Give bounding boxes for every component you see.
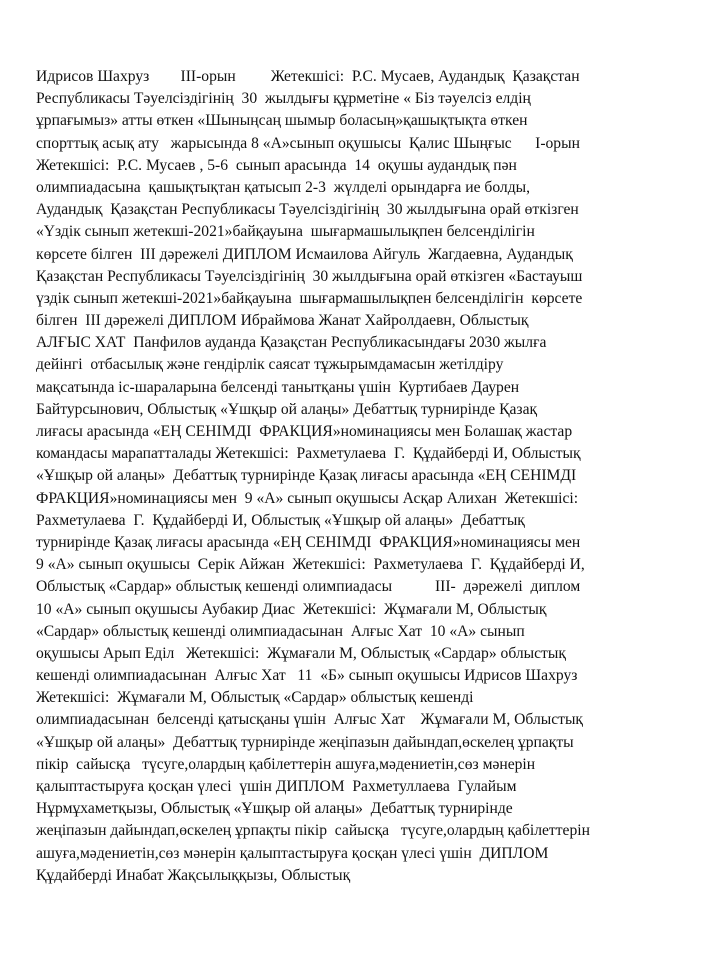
text-line: ФРАКЦИЯ»номинациясы мен 9 «А» сынып оқушысы Асқар Алихан Жетекшісі:: [36, 489, 579, 507]
text-line: Құдайберді Инабат Жақсылыққызы, Облыстық: [36, 866, 351, 884]
text-line: спорттық асық ату жарысында 8 «А»сынып оқушысы Қалис Шыңғыс I-орын: [36, 134, 580, 152]
text-line: Аудандық Қазақстан Республикасы Тәуелсіздігінің 30 жылдығына орай өткізген: [36, 201, 579, 219]
text-line: қалыптастыруға қосқан үлесі үшін ДИПЛОМ Рахметуллаева Гулайым: [36, 778, 517, 795]
body-text: [36, 66, 696, 887]
text-line: Облыстық «Сардар» облыстық кешенді олимпиадасы III- дәрежелі диплом: [36, 578, 581, 596]
text-line: жеңіпазын дайындап,өскелең ұрпақты пікір сайысқа түсуге,олардың қабілеттерін: [36, 822, 590, 840]
text-line: турнирінде Қазақ лиғасы арасында «ЕҢ СЕНІМДІ ФРАКЦИЯ»номинациясы мен: [36, 533, 581, 551]
text-line: Қазақстан Республикасы Тәуелсіздігінің 30 жылдығына орай өткізген «Бастауыш: [36, 267, 583, 285]
text-line: олимпиадасына қашықтықтан қатысып 2-3 жүлделі орындарға ие болды,: [36, 178, 531, 196]
text-line: кешенді олимпиадасынан Алғыс Хат 11 «Б» сынып оқушысы Идрисов Шахруз: [36, 667, 578, 685]
text-line: «Сардар» облыстық кешенді олимпиадасынан Алғыс Хат 10 «А» сынып: [36, 622, 525, 640]
text-line: оқушысы Арып Еділ Жетекшісі: Жұмағали М, Облыстық «Сардар» облыстық: [36, 644, 566, 662]
text-line: мақсатында іс-шараларына белсенді танытқаны үшін Куртибаев Даурен: [36, 378, 520, 396]
text-line: ұрпағымыз» атты өткен «Шыныңсаң шымыр боласың»қашықтықта өткен: [36, 112, 528, 130]
text-line: үздік сынып жетекші-2021»байқауына шығармашылықпен белсенділігін көрсете: [36, 289, 583, 307]
text-line: «Ұшқыр ой алаңы» Дебаттық турнирінде Қазақ лиғасы арасында «ЕҢ СЕНІМДІ: [36, 467, 577, 485]
text-line: көрсете білген III дәрежелі ДИПЛОМ Исмаилова Айгуль Жагдаевна, Аудандық: [36, 245, 573, 263]
text-line: 9 «А» сынып оқушысы Серік Айжан Жетекшісі: Рахметулаева Г. Құдайберді И,: [36, 556, 585, 574]
text-line: Жетекшісі: Р.С. Мусаев , 5-6 сынып арасында 14 оқушы аудандық пән: [36, 156, 517, 174]
text-line: олимпиадасынан белсенді қатысқаны үшін Алғыс Хат Жұмағали М, Облыстық: [36, 711, 584, 729]
text-line: Нұрмұхаметқызы, Облыстық «Ұшқыр ой алаңы» Дебаттық турнирінде: [36, 800, 513, 818]
text-line: ашуға,мәдениетін,сөз мәнерін қалыптастыруға қосқан үлесі үшін ДИПЛОМ: [36, 844, 549, 862]
text-line: Идрисов Шахруз III-орын Жетекшісі: Р.С. Мусаев, Аудандық Қазақстан: [36, 68, 580, 85]
text-line: командасы марапатталады Жетекшісі: Рахметулаева Г. Құдайберді И, Облыстық: [36, 445, 581, 463]
text-line: АЛҒЫС ХАТ Панфилов ауданда Қазақстан Республикасындағы 2030 жылға: [36, 334, 547, 352]
text-line: «Үздік сынып жетекші-2021»байқауына шығармашылықпен белсенділігін: [36, 223, 535, 241]
text-line: дейінгі отбасылық және гендірлік саясат тұжырымдамасын жетілдіру: [36, 356, 504, 374]
text-line: Рахметулаева Г. Құдайберді И, Облыстық «Ұшқыр ой алаңы» Дебаттық: [36, 511, 525, 529]
text-line: Байтурсынович, Облыстық «Ұшқыр ой алаңы» Дебаттық турнирінде Қазақ: [36, 400, 538, 418]
text-line: «Ұшқыр ой алаңы» Дебаттық турнирінде жеңіпазын дайындап,өскелең ұрпақты: [36, 733, 574, 751]
text-line: пікір сайысқа түсуге,олардың қабілеттерін ашуға,мәдениетін,сөз мәнерін: [36, 755, 536, 773]
text-line: білген III дәрежелі ДИПЛОМ Ибраймова Жанат Хайролдаевн, Облыстық: [36, 312, 529, 330]
text-line: Жетекшісі: Жұмағали М, Облыстық «Сардар» облыстық кешенді: [36, 689, 474, 707]
text-line: Республикасы Тәуелсіздігінің 30 жылдығы құрметіне « Біз тәуелсіз елдің: [36, 90, 531, 108]
text-line: лиғасы арасында «ЕҢ СЕНІМДІ ФРАКЦИЯ»номинациясы мен Болашақ жастар: [36, 423, 573, 440]
text-line: 10 «А» сынып оқушысы Аубакир Диас Жетекшісі: Жұмағали М, Облыстық: [36, 600, 547, 618]
